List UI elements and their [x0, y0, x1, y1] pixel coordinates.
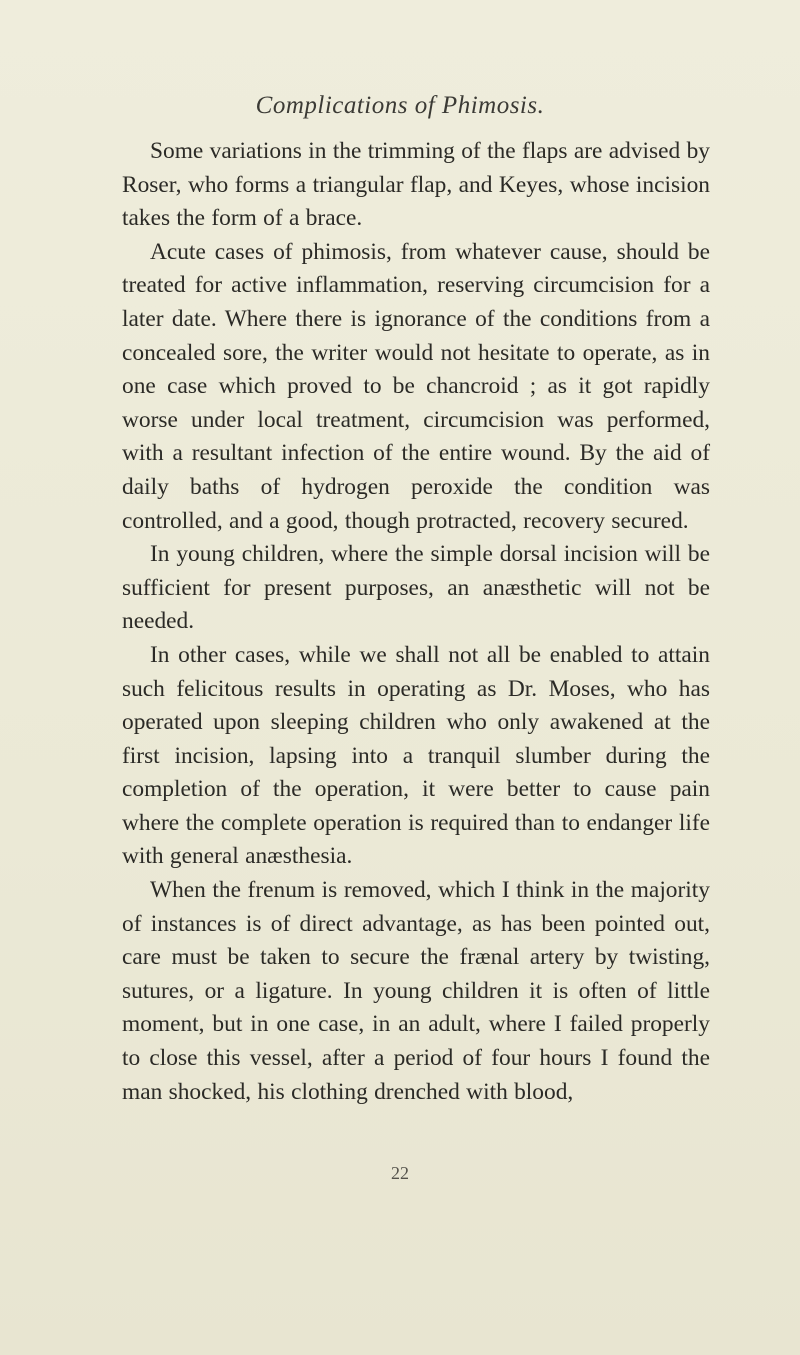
- running-head: Complications of Phimosis.: [255, 92, 545, 119]
- paragraph: In young children, where the simple dorsal incision will be sufficient for present purposes, an anæsthetic will not be needed.: [122, 541, 710, 635]
- body-text: [122, 135, 710, 1109]
- page-number: 22: [391, 1163, 409, 1183]
- paragraph: Some variations in the trimming of the flaps are advised by Roser, who forms a triangular flap, and Keyes, whose incision takes the form of a brace.: [122, 138, 710, 232]
- paragraph: When the frenum is removed, which I think in the majority of instances is of direct advantage, as has been pointed out, care must be taken to secure the frænal artery by twisting, sutures, or a ligature. In young children it is often of little moment, but in one case, in an adult, where I failed properly to close this vessel, after a period of four hours I found the man shocked, his clothing drenched with blood,: [122, 877, 710, 1105]
- paragraph: In other cases, while we shall not all be enabled to attain such felicitous results in operating as Dr. Moses, who has operated upon sleeping children who only awakened at the first incision, lapsing into a tranquil slumber during the completion of the operation, it were better to cause pain where the complete operation is required than to endanger life with general anæsthesia.: [122, 641, 710, 870]
- paragraph: Acute cases of phimosis, from whatever cause, should be treated for active inflammation, reserving circumcision for a later date. Where there is ignorance of the conditions from a concealed sore, the writer would not hesitate to operate, as in one case which proved to be chancroid ; as it got rapidly worse under local treatment, circumcision was performed, with a resultant infection of the entire wound. By the aid of daily baths of hydrogen peroxide the condition was controlled, and a good, though protracted, recovery secured.: [122, 238, 710, 534]
